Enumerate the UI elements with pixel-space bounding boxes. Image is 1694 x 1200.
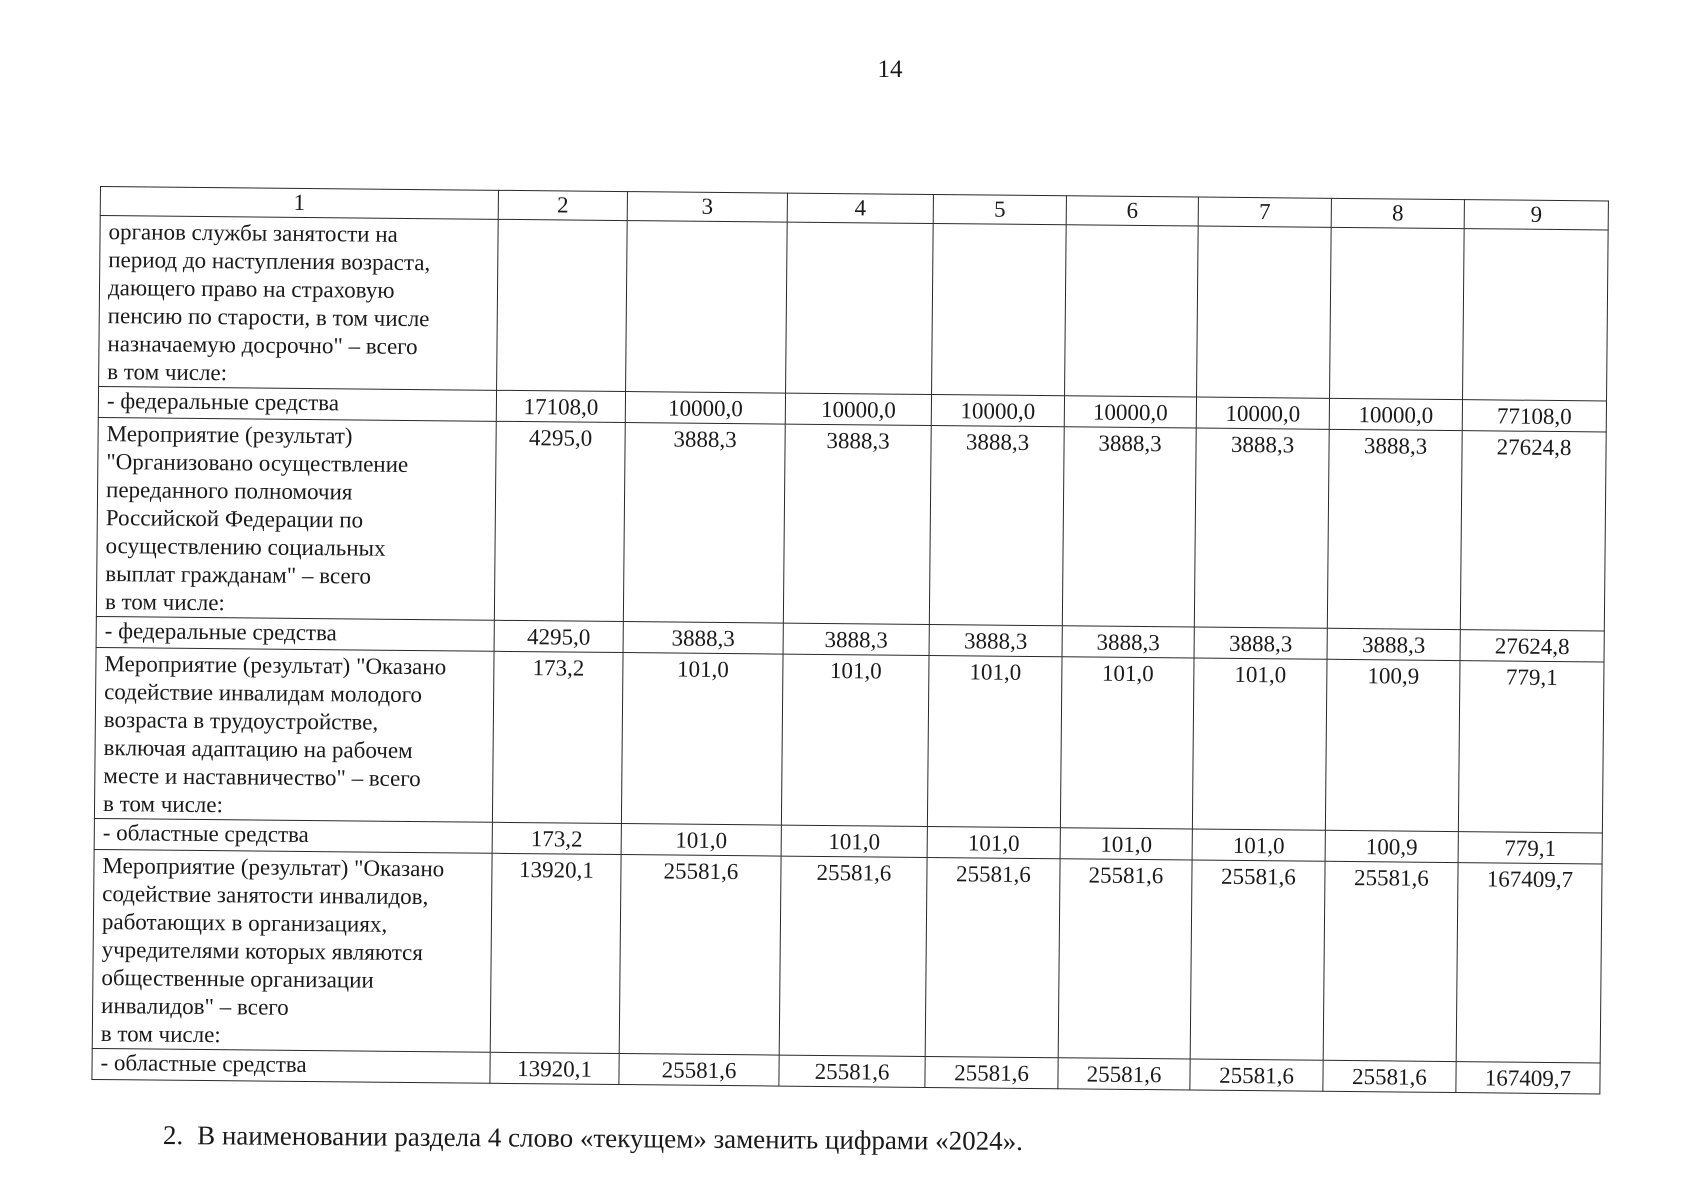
footnote-number: 2. — [162, 1120, 184, 1151]
value-cell-col-4: 101,0 — [781, 654, 929, 826]
value-cell-col-9: 779,1 — [1458, 832, 1602, 864]
footnote-text: В наименовании раздела 4 слово «текущем» заменить цифрами «2024». — [197, 1120, 1024, 1157]
value-cell-col-5: 101,0 — [927, 655, 1062, 827]
budget-table-container — [91, 186, 1608, 1094]
value-cell-col-3: 10000,0 — [625, 392, 785, 425]
value-cell-col-7: 25581,6 — [1190, 860, 1325, 1060]
table-row-activity — [99, 216, 1609, 401]
value-cell-col-9: 77108,0 — [1462, 400, 1606, 432]
value-cell-col-8: 10000,0 — [1329, 398, 1462, 430]
value-cell-col-2: 4295,0 — [494, 620, 623, 652]
value-cell-col-5 — [932, 223, 1067, 395]
value-cell-col-5: 25581,6 — [925, 1056, 1058, 1088]
table-body — [92, 187, 1609, 1094]
value-cell-col-7: 3888,3 — [1194, 428, 1329, 628]
value-cell-col-7 — [1197, 226, 1332, 398]
footnote-paragraph — [163, 1120, 1023, 1157]
value-cell-col-9: 27624,8 — [1460, 431, 1606, 631]
column-header: 8 — [1331, 198, 1464, 228]
row-name-cell: Мероприятие (результат) "Оказано содействие занятости инвалидов, работающих в организациях, учредителями которых являются общественные организации инвалидов" – всего в том числе: — [92, 849, 492, 1052]
column-header: 6 — [1066, 196, 1198, 226]
value-cell-col-5: 101,0 — [927, 826, 1060, 858]
value-cell-col-7: 101,0 — [1192, 658, 1327, 830]
value-cell-col-4: 10000,0 — [785, 393, 931, 425]
column-header: 5 — [933, 195, 1066, 225]
value-cell-col-2: 173,2 — [492, 651, 623, 823]
row-name-cell: Мероприятие (результат) "Организовано осуществление переданного полномочия Российской Федерации по осуществлению социальных выплат гражданам" – всего в том числе: — [96, 417, 496, 620]
value-cell-col-7: 101,0 — [1192, 829, 1325, 861]
table-row-activity — [96, 417, 1606, 630]
value-cell-col-5: 10000,0 — [931, 394, 1064, 426]
value-cell-col-2 — [497, 219, 628, 391]
column-header: 2 — [498, 190, 627, 220]
value-cell-col-9 — [1463, 229, 1609, 401]
value-cell-col-6: 25581,6 — [1058, 859, 1192, 1059]
value-cell-col-8: 3888,3 — [1327, 429, 1462, 629]
table-row-activity — [94, 647, 1604, 832]
value-cell-col-2: 13920,1 — [490, 853, 621, 1053]
value-cell-col-2: 173,2 — [492, 822, 621, 854]
value-cell-col-3: 101,0 — [621, 653, 783, 826]
row-name-cell: - областные средства — [94, 818, 492, 853]
value-cell-col-6 — [1065, 225, 1199, 397]
value-cell-col-9: 167409,7 — [1456, 863, 1602, 1063]
value-cell-col-7: 25581,6 — [1190, 1059, 1323, 1091]
value-cell-col-8: 25581,6 — [1323, 861, 1458, 1061]
value-cell-col-4: 25581,6 — [779, 856, 927, 1056]
value-cell-col-8: 100,9 — [1325, 659, 1460, 831]
value-cell-col-6: 3888,3 — [1062, 427, 1196, 627]
value-cell-col-6: 101,0 — [1060, 828, 1192, 860]
value-cell-col-4: 25581,6 — [779, 1055, 925, 1087]
value-cell-col-2: 4295,0 — [494, 421, 625, 621]
column-header: 9 — [1464, 200, 1608, 230]
table-row-activity — [92, 849, 1602, 1062]
value-cell-col-5: 3888,3 — [929, 425, 1064, 625]
value-cell-col-4: 3888,3 — [783, 623, 929, 655]
value-cell-col-3: 101,0 — [621, 824, 781, 857]
column-header: 7 — [1198, 197, 1331, 227]
row-name-cell: Мероприятие (результат) "Оказано содействие инвалидам молодого возраста в трудоустройстве, включая адаптацию на рабочем месте и наставничество" – всего в том числе: — [94, 647, 494, 822]
value-cell-col-8: 25581,6 — [1323, 1060, 1456, 1092]
column-header: 3 — [627, 192, 787, 223]
column-header: 4 — [787, 193, 933, 223]
budget-table — [91, 186, 1609, 1094]
value-cell-col-3: 25581,6 — [619, 1054, 779, 1087]
value-cell-col-6: 25581,6 — [1058, 1058, 1190, 1090]
value-cell-col-4 — [786, 222, 934, 394]
value-cell-col-8: 3888,3 — [1327, 628, 1460, 660]
value-cell-col-5: 25581,6 — [925, 857, 1060, 1057]
value-cell-col-6: 101,0 — [1060, 657, 1194, 829]
value-cell-col-9: 167409,7 — [1456, 1062, 1600, 1094]
value-cell-col-3: 3888,3 — [623, 423, 785, 624]
value-cell-col-2: 13920,1 — [490, 1052, 619, 1084]
value-cell-col-8 — [1330, 227, 1465, 399]
value-cell-col-3: 25581,6 — [619, 855, 781, 1056]
value-cell-col-6: 10000,0 — [1064, 396, 1196, 428]
row-name-cell: органов службы занятости на период до наступления возраста, дающего право на страховую пенсию по старости, в том числе назначаемую досрочно" – всего в том числе: — [99, 216, 499, 391]
value-cell-col-4: 101,0 — [781, 825, 927, 857]
value-cell-col-5: 3888,3 — [929, 624, 1062, 656]
value-cell-col-2: 17108,0 — [496, 390, 625, 422]
value-cell-col-7: 10000,0 — [1196, 397, 1329, 429]
row-name-cell: - федеральные средства — [96, 616, 494, 651]
value-cell-col-9: 779,1 — [1458, 661, 1604, 833]
value-cell-col-3: 3888,3 — [623, 622, 783, 655]
page-number: 14 — [877, 56, 903, 83]
value-cell-col-3 — [626, 221, 788, 394]
value-cell-col-6: 3888,3 — [1062, 626, 1194, 658]
value-cell-col-4: 3888,3 — [783, 424, 931, 624]
value-cell-col-7: 3888,3 — [1194, 627, 1327, 659]
column-header: 1 — [100, 187, 498, 220]
row-name-cell: - областные средства — [92, 1048, 490, 1083]
value-cell-col-8: 100,9 — [1325, 830, 1458, 862]
value-cell-col-9: 27624,8 — [1460, 630, 1604, 662]
row-name-cell: - федеральные средства — [98, 386, 496, 421]
